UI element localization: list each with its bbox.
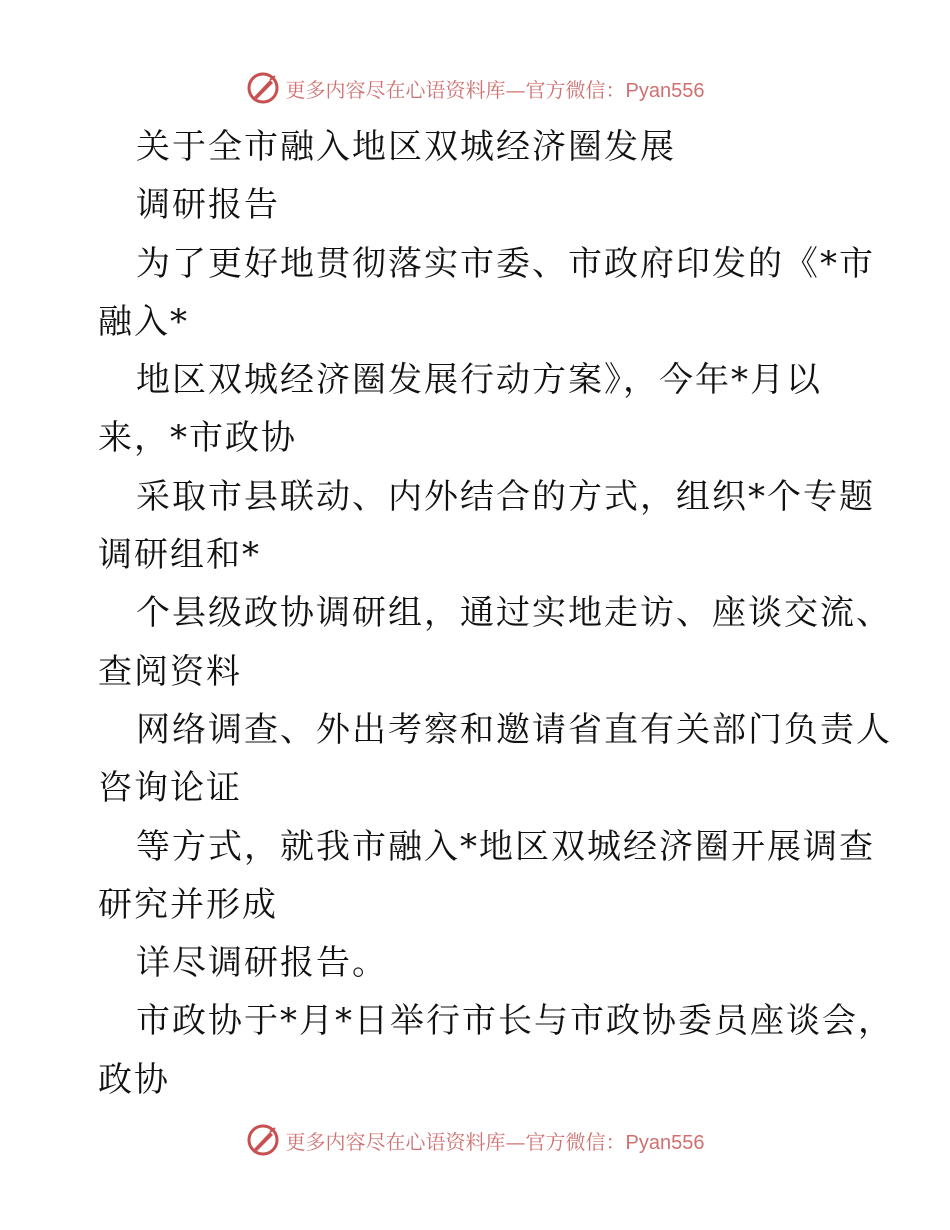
document-body	[98, 118, 894, 1109]
watermark-label: 更多内容尽在心语资料库—官方微信：	[285, 77, 626, 102]
doc-title-line-1: 关于全市融入地区双城经济圈发展	[136, 127, 676, 167]
doc-line: 个县级政协调研组，通过实地走访、座谈交流、	[136, 593, 892, 634]
watermark-text	[286, 1126, 705, 1155]
footer-watermark	[0, 1120, 950, 1160]
doc-line: 为了更好地贯彻落实市委、市政府印发的《*市	[136, 243, 875, 284]
doc-line: 详尽调研报告。	[136, 943, 388, 984]
doc-line: 等方式，就我市融入*地区双城经济圈开展调查	[136, 826, 875, 867]
doc-line: 来，*市政协	[98, 418, 297, 459]
doc-line: 市政协于*月*日举行市长与市政协委员座谈会，	[136, 1001, 894, 1042]
doc-line: 采取市县联动、内外结合的方式，组织*个专题	[136, 476, 875, 517]
doc-line: 政协	[98, 1059, 170, 1100]
watermark-wechat-id: Pyan556	[625, 1131, 705, 1154]
doc-line: 咨询论证	[98, 768, 242, 809]
watermark-wechat-id: Pyan556	[625, 79, 705, 102]
quill-logo-icon	[246, 71, 280, 105]
doc-line: 查阅资料	[98, 651, 242, 692]
doc-line: 调研组和*	[98, 535, 261, 576]
watermark-label: 更多内容尽在心语资料库—官方微信：	[285, 1129, 626, 1154]
quill-logo-icon	[246, 1123, 280, 1157]
doc-line: 网络调查、外出考察和邀请省直有关部门负责人	[136, 709, 892, 750]
doc-line: 研究并形成	[98, 884, 278, 925]
header-watermark	[0, 68, 950, 108]
doc-line: 地区双城经济圈发展行动方案》，今年*月以	[136, 360, 822, 401]
doc-line: 融入*	[98, 301, 189, 342]
doc-title-line-2: 调研报告	[136, 185, 280, 226]
watermark-text	[286, 74, 705, 103]
